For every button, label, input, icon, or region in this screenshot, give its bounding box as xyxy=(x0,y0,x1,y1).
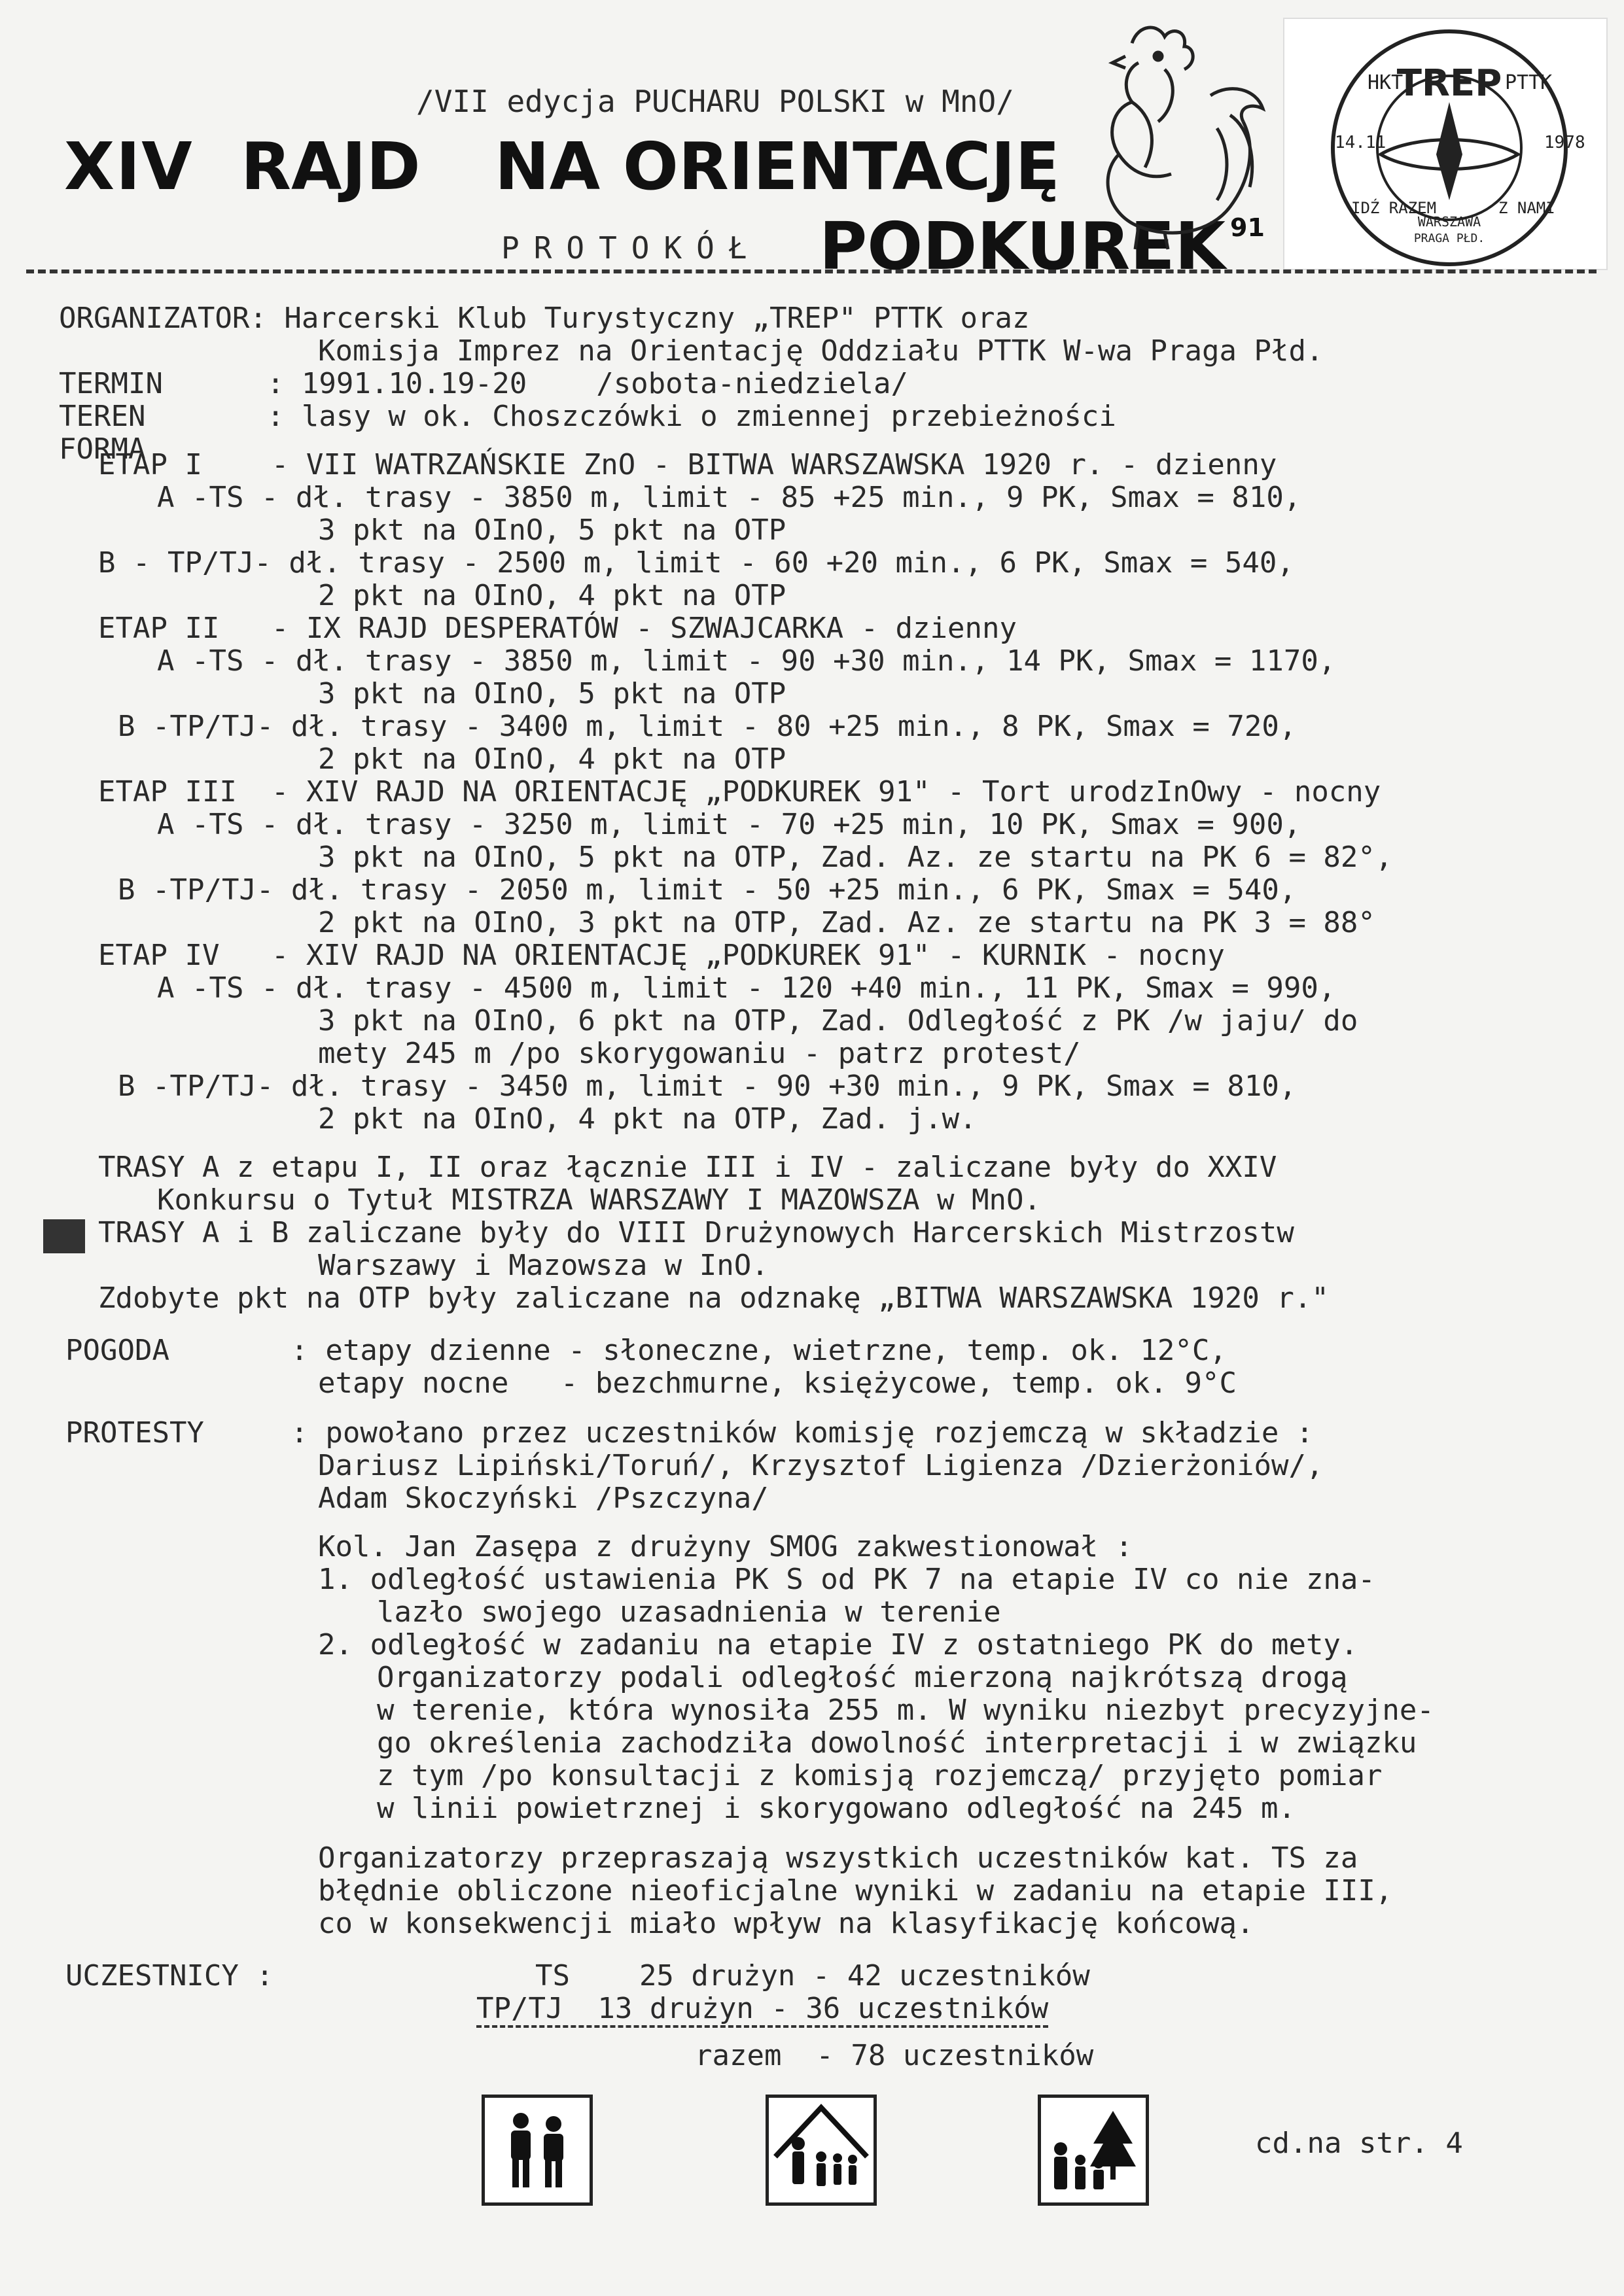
text-line: w terenie, która wynosiła 255 m. W wyniku niezbyt precyzyjne- xyxy=(377,1694,1434,1727)
podkurek-title: PODKUREK xyxy=(819,208,1226,285)
mark-icon xyxy=(43,1219,85,1253)
title-rajd: RAJD xyxy=(241,128,421,205)
text-line: mety 245 m /po skorygowaniu - patrz protest/ xyxy=(318,1037,1081,1070)
text-line: Zdobyte pkt na OTP były zaliczane na odznakę „BITWA WARSZAWSKA 1920 r." xyxy=(98,1281,1329,1315)
text-line: ORGANIZATOR: Harcerski Klub Turystyczny „TREP" PTTK oraz xyxy=(59,302,1030,335)
text-line: TERMIN : 1991.10.19-20 /sobota-niedziela/ xyxy=(59,367,909,400)
continued-note: cd.na str. 4 xyxy=(1255,2127,1463,2160)
rooster-illustration xyxy=(1060,17,1276,252)
text-line: TEREN : lasy w ok. Choszczówki o zmiennej przebieżności xyxy=(59,400,1116,433)
participants-tptj: TP/TJ 13 drużyn - 36 uczestników xyxy=(476,1992,1048,2028)
participants-total: razem - 78 uczestników xyxy=(695,2039,1094,2072)
edition-line: /VII edycja PUCHARU POLSKI w MnO/ xyxy=(416,84,1014,119)
text-line: z tym /po konsultacji z komisją rozjemczą/ przyjęto pomiar xyxy=(377,1759,1383,1792)
logo-text-date: 14.11 xyxy=(1335,133,1386,152)
text-line: 2 pkt na OInO, 4 pkt na OTP xyxy=(318,579,786,612)
text-line: TRASY A i B zaliczane były do VIII Drużynowych Harcerskich Mistrzostw xyxy=(98,1216,1294,1249)
logo-text-district: PRAGA PŁD. xyxy=(1413,232,1485,245)
family-forest-icon xyxy=(1038,2095,1149,2206)
text-line: w linii powietrznej i skorygowano odległość na 245 m. xyxy=(377,1792,1296,1825)
text-line: Konkursu o Tytuł MISTRZA WARSZAWY I MAZOWSZA w MnO. xyxy=(157,1183,1042,1217)
text-line: TRASY A z etapu I, II oraz łącznie III i IV - zaliczane były do XXIV xyxy=(98,1151,1277,1184)
text-line: co w konsekwencji miało wpływ na klasyfikację końcową. xyxy=(318,1907,1254,1940)
year-label: 91 xyxy=(1230,213,1265,242)
text-line: 3 pkt na OInO, 5 pkt na OTP xyxy=(318,677,786,710)
logo-text-z-nami: Z NAMI xyxy=(1498,199,1555,217)
text-line: 2 pkt na OInO, 3 pkt na OTP, Zad. Az. ze startu na PK 3 = 88° xyxy=(318,906,1375,939)
text-line: B -TP/TJ- dł. trasy - 2050 m, limit - 50 +25 min., 6 PK, Smax = 540, xyxy=(118,873,1297,907)
text-line: B -TP/TJ- dł. trasy - 3450 m, limit - 90 +30 min., 9 PK, Smax = 810, xyxy=(118,1070,1297,1103)
text-line: A -TS - dł. trasy - 4500 m, limit - 120 +40 min., 11 PK, Smax = 990, xyxy=(157,971,1336,1005)
protokol-label: PROTOKÓŁ xyxy=(501,230,762,266)
title-xiv: XIV xyxy=(64,128,194,205)
text-line: 3 pkt na OInO, 5 pkt na OTP, Zad. Az. ze startu na PK 6 = 82°, xyxy=(318,841,1393,874)
text-line: Organizatorzy podali odległość mierzoną najkrótszą drogą xyxy=(377,1661,1348,1694)
text-line: 2. odległość w zadaniu na etapie IV z ostatniego PK do mety. xyxy=(318,1628,1358,1661)
text-line: ETAP IV - XIV RAJD NA ORIENTACJĘ „PODKUREK 91" - KURNIK - nocny xyxy=(98,939,1225,972)
logo-text-pttk: PTTK xyxy=(1505,71,1553,94)
text-line: 2 pkt na OInO, 4 pkt na OTP, Zad. j.w. xyxy=(318,1102,977,1136)
text-line: FORMA xyxy=(59,432,146,466)
header-divider xyxy=(26,270,1597,273)
participants-ts: TS 25 drużyn - 42 uczestników xyxy=(535,1959,1090,1992)
text-line: ETAP III - XIV RAJD NA ORIENTACJĘ „PODKUREK 91" - Tort urodzInOwy - nocny xyxy=(98,775,1381,809)
text-line: go określenia zachodziła dowolność interpretacji i w związku xyxy=(377,1726,1417,1760)
text-line: lazło swojego uzasadnienia w terenie xyxy=(377,1595,1001,1629)
logo-text-city: WARSZAWA xyxy=(1417,214,1481,230)
title-na-orientacje: NA ORIENTACJĘ xyxy=(495,128,1060,205)
text-line: A -TS - dł. trasy - 3250 m, limit - 70 +25 min, 10 PK, Smax = 900, xyxy=(157,808,1301,841)
text-line: Komisja Imprez na Orientację Oddziału PTTK W-wa Praga Płd. xyxy=(318,334,1324,368)
text-line: PROTESTY : powołano przez uczestników komisję rozjemczą w składzie : xyxy=(65,1416,1314,1450)
hikers-icon xyxy=(482,2095,593,2206)
trep-club-logo xyxy=(1282,17,1608,271)
text-line: 2 pkt na OInO, 4 pkt na OTP xyxy=(318,742,786,776)
text-line: Organizatorzy przepraszają wszystkich uczestników kat. TS za xyxy=(318,1841,1358,1875)
text-line: Warszawy i Mazowsza w InO. xyxy=(318,1249,769,1282)
logo-text-idz-razem: IDŹ RAZEM xyxy=(1351,199,1437,217)
text-line: etapy nocne - bezchmurne, księżycowe, temp. ok. 9°C xyxy=(318,1366,1237,1400)
text-line: 3 pkt na OInO, 6 pkt na OTP, Zad. Odległość z PK /w jaju/ do xyxy=(318,1004,1358,1037)
text-line: Adam Skoczyński /Pszczyna/ xyxy=(318,1482,769,1515)
logo-text-hkt: HKT xyxy=(1368,71,1403,94)
text-line: 3 pkt na OInO, 5 pkt na OTP xyxy=(318,513,786,547)
text-line: POGODA : etapy dzienne - słoneczne, wietrzne, temp. ok. 12°C, xyxy=(65,1334,1227,1367)
text-line: UCZESTNICY : xyxy=(65,1959,274,1992)
text-line: ETAP I - VII WATRZAŃSKIE ZnO - BITWA WARSZAWSKA 1920 r. - dzienny xyxy=(98,448,1277,481)
text-line: 1. odległość ustawienia PK S od PK 7 na etapie IV co nie zna- xyxy=(318,1563,1375,1596)
text-line: ETAP II - IX RAJD DESPERATÓW - SZWAJCARKA - dzienny xyxy=(98,612,1017,645)
text-line: A -TS - dł. trasy - 3850 m, limit - 85 +25 min., 9 PK, Smax = 810, xyxy=(157,481,1301,514)
text-line: Kol. Jan Zasępa z drużyny SMOG zakwestionował : xyxy=(318,1530,1133,1563)
text-line: B -TP/TJ- dł. trasy - 3400 m, limit - 80 +25 min., 8 PK, Smax = 720, xyxy=(118,710,1297,743)
text-line: błędnie obliczone nieoficjalne wyniki w zadaniu na etapie III, xyxy=(318,1874,1393,1907)
family-walk-icon xyxy=(766,2095,877,2206)
text-line: Dariusz Lipiński/Toruń/, Krzysztof Ligienza /Dzierżoniów/, xyxy=(318,1449,1324,1482)
text-line: B - TP/TJ- dł. trasy - 2500 m, limit - 60 +20 min., 6 PK, Smax = 540, xyxy=(98,546,1294,580)
logo-text-trep: TREP xyxy=(1396,62,1502,105)
logo-text-year: 1978 xyxy=(1544,133,1585,152)
text-line: A -TS - dł. trasy - 3850 m, limit - 90 +30 min., 14 PK, Smax = 1170, xyxy=(157,644,1336,678)
